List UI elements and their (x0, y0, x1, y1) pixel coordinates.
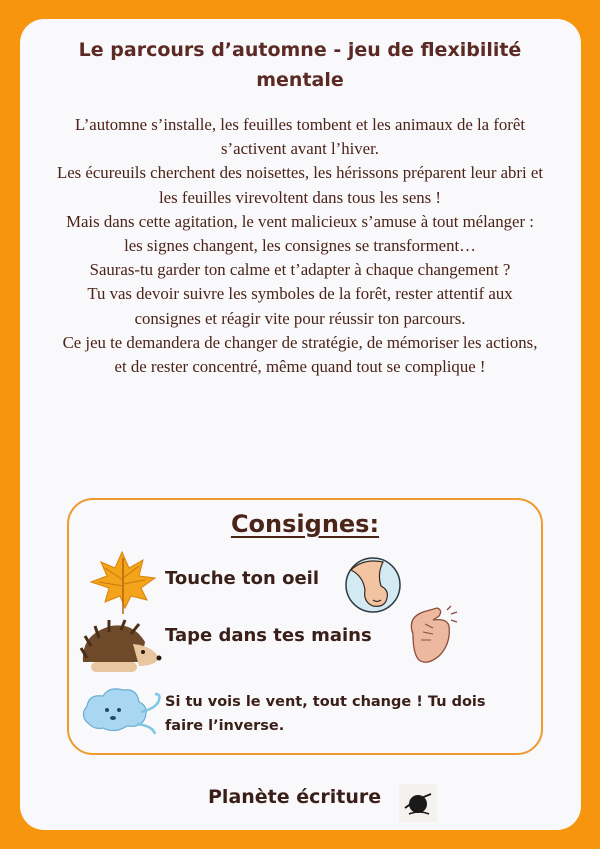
intro-paragraph: Sauras-tu garder ton calme et t’adapter à chaque changement ? (89, 260, 511, 280)
consignes-box (67, 498, 543, 755)
intro-text (55, 113, 545, 379)
intro-paragraph: Ce jeu te demandera de changer de stratégie, de mémoriser les actions, et de rester concentré, même quand tout se complique ! (62, 332, 538, 377)
planete-ecriture-logo (399, 784, 437, 822)
leaf-icon (87, 548, 157, 616)
hedgehog-icon (77, 618, 163, 680)
clap-hands-icon (403, 604, 459, 670)
intro-paragraph: Tu vas devoir suivre les symboles de la forêt, rester attentif aux consignes et réagir vite pour réussir ton parcours. (87, 284, 513, 328)
consignes-heading: Consignes: (230, 510, 380, 538)
eye-icon (343, 556, 403, 614)
consigne-text-3: Si tu vois le vent, tout change ! Tu dois faire l’inverse. (165, 694, 486, 734)
consigne-text-2: Tape dans tes mains (165, 625, 372, 646)
intro-paragraph: Mais dans cette agitation, le vent malicieux s’amuse à tout mélanger : les signes changent, les consignes se transforment… (66, 211, 534, 256)
page-title: Le parcours d’automne - jeu de flexibilité mentale (78, 39, 522, 91)
footer-brand: Planète écriture (208, 786, 382, 808)
intro-paragraph: L’automne s’installe, les feuilles tombent et les animaux de la forêt s’activent avant l’hiver. (74, 115, 525, 159)
intro-paragraph: Les écureuils cherchent des noisettes, les hérissons préparent leur abri et les feuilles virevoltent dans tous les sens ! (56, 163, 543, 207)
consigne-text-1: Touche ton oeil (165, 568, 319, 589)
wind-cloud-icon (79, 684, 163, 740)
